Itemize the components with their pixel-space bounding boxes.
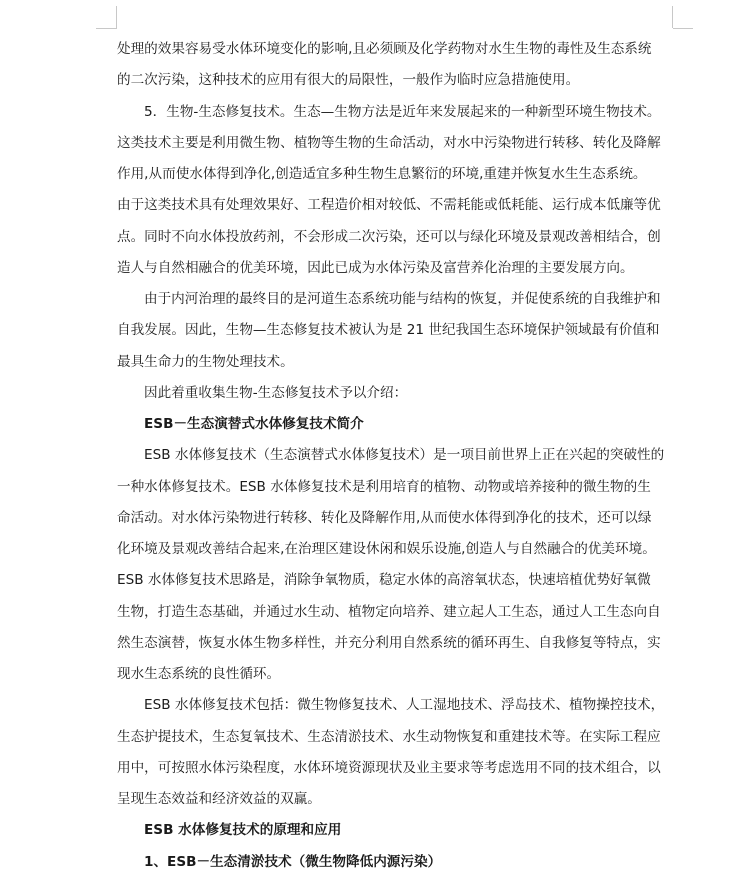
text-line: ESB 水体修复技术包括：微生物修复技术、人工湿地技术、浮岛技术、植物操控技术， (144, 697, 665, 714)
text-line: 一种水体修复技术。ESB 水体修复技术是利用培育的植物、动物或培养接种的微生物的生 (117, 478, 651, 495)
text-line: 点。同时不向水体投放药剂，不会形成二次污染，还可以与绿化环境及景观改善相结合，创 (117, 228, 661, 245)
corner-mark-top-left (116, 6, 117, 29)
text-line: 由于内河治理的最终目的是河道生态系统功能与结构的恢复，并促使系统的自我维护和 (144, 291, 661, 307)
text-line: 由于这类技术具有处理效果好、工程造价相对较低、不需耗能或低耗能、运行成本低廉等优 (117, 197, 661, 214)
text-line: 处理的效果容易受水体环境变化的影响,且必须顾及化学药物对水生生物的毒性及生态系统 (117, 41, 652, 57)
text-line: 最具生命力的生物处理技术。 (117, 353, 294, 370)
corner-mark-top-right (672, 6, 673, 28)
text-line: 5．生物-生态修复技术。生态—生物方法是近年来发展起来的一种新型环境生物技术。 (144, 103, 661, 120)
text-line: 用中，可按照水体污染程度，水体环境资源现状及业主要求等考虑选用不同的技术组合，以 (117, 759, 661, 776)
section-heading-line: 1、ESB－生态清淤技术（微生物降低内源污染） (144, 853, 442, 870)
text-line: 生物，打造生态基础，并通过水生动、植物定向培养、建立起人工生态，通过人工生态向自 (117, 603, 661, 620)
text-line: 然生态演替，恢复水体生物多样性，并充分利用自然系统的循环再生、自我修复等特点，实 (117, 634, 661, 651)
text-line: 命活动。对水体污染物进行转移、转化及降解作用,从而使水体得到净化的技术，还可以绿 (117, 509, 652, 526)
corner-mark-top-right-horizontal (673, 28, 693, 29)
text-line: 作用,从而使水体得到净化,创造适宜多种生物生息繁衍的环境,重建并恢复水生生态系统。 (117, 166, 647, 182)
text-line: ESB 水体修复技术思路是，消除争氧物质，稳定水体的高溶氧状态，快速培植优势好氧微 (117, 572, 651, 589)
text-line: 自我发展。因此，生物—生态修复技术被认为是 21 世纪我国生态环境保护领域最有价值和 (117, 322, 660, 339)
text-line: 现水生态系统的良性循环。 (117, 666, 281, 682)
text-line: 造人与自然相融合的优美环境，因此已成为水体污染及富营养化治理的主要发展方向。 (117, 259, 634, 276)
text-line: 的二次污染，这种技术的应用有很大的局限性，一般作为临时应急措施使用。 (117, 72, 580, 89)
text-line: 因此着重收集生物-生态修复技术予以介绍： (144, 384, 408, 401)
section-heading-line: ESB 水体修复技术的原理和应用 (144, 822, 342, 839)
text-line: 这类技术主要是利用微生物、植物等生物的生命活动，对水中污染物进行转移、转化及降解 (117, 134, 661, 151)
section-heading-line: ESB－生态演替式水体修复技术简介 (144, 416, 364, 432)
text-line: ESB 水体修复技术（生态演替式水体修复技术）是一项目前世界上正在兴起的突破性的 (144, 447, 665, 464)
corner-mark-top-left-horizontal (96, 28, 116, 29)
text-line: 呈现生态效益和经济效益的双赢。 (117, 791, 321, 807)
document-body (117, 34, 673, 878)
text-line: 生态护提技术，生态复氧技术、生态清淤技术、水生动物恢复和重建技术等。在实际工程应 (117, 728, 661, 745)
text-line: 化环境及景观改善结合起来,在治理区建设休闲和娱乐设施,创造人与自然融合的优美环境。 (117, 541, 656, 557)
